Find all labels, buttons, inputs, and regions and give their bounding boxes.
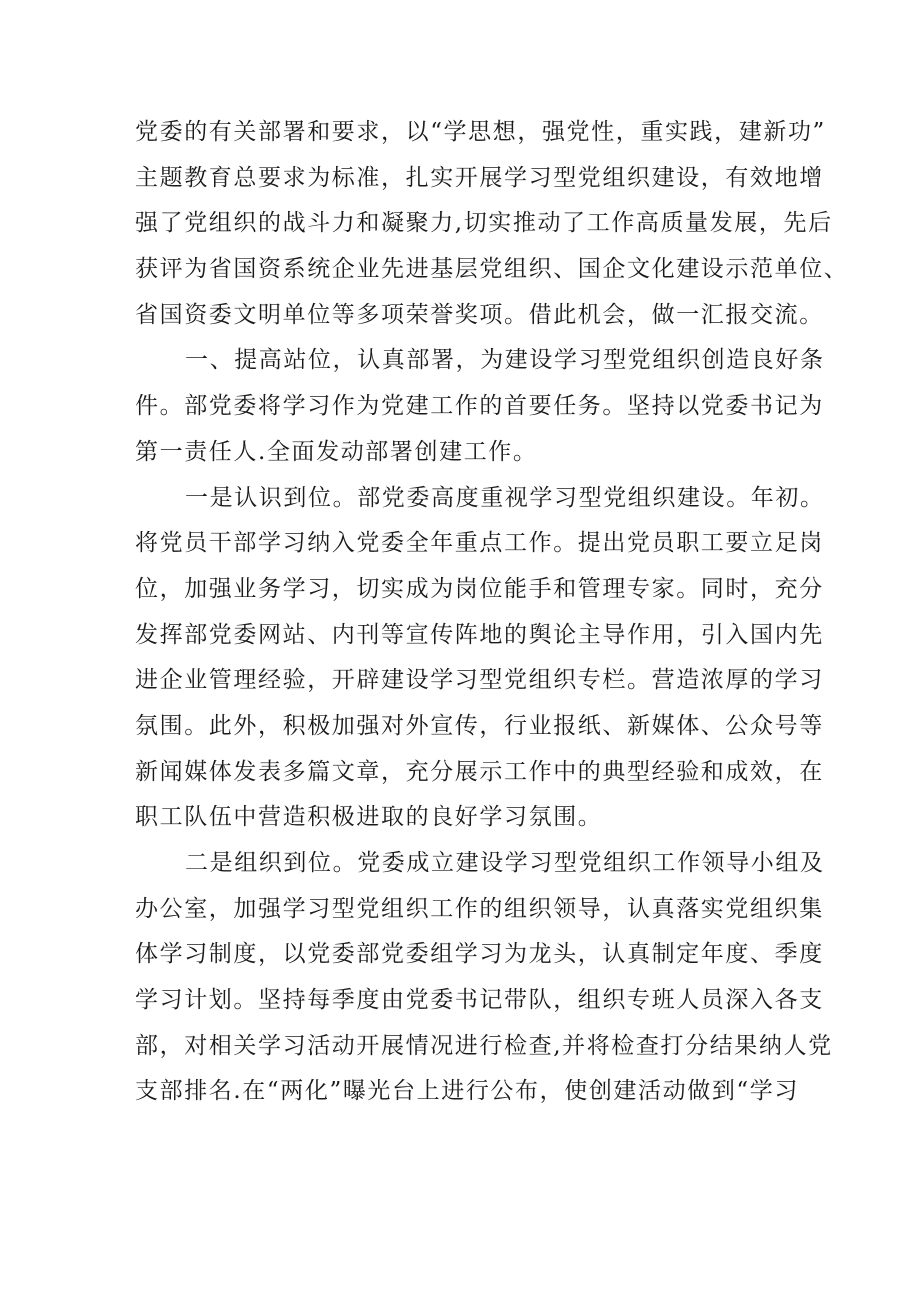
text-line: 氛围。此外，积极加强对外宣传，行业报纸、新媒体、公众号等: [135, 712, 824, 739]
text-line: 发挥部党委网站、内刊等宣传阵地的舆论主导作用，引入国内先: [135, 621, 824, 648]
document-body: [135, 110, 849, 1115]
text-line: 进企业管理经验，开辟建设学习型党组织专栏。营造浓厚的学习: [135, 667, 824, 694]
paragraph-start-line: 二是组织到位。党委成立建设学习型党组织工作领导小组及: [185, 850, 825, 876]
text-line: 办公室，加强学习型党组织工作的组织领导，认真落实党组织集: [135, 895, 824, 922]
text-line: 主题教育总要求为标准，扎实开展学习型党组织建设，有效地增: [135, 164, 824, 191]
text-line: 党委的有关部署和要求，以“学思想，强党性，重实践，建新功”: [135, 119, 826, 145]
text-line: 新闻媒体发表多篇文章，充分展示工作中的典型经验和成效，在: [135, 758, 824, 785]
paragraph-start-line: 一是认识到位。部党委高度重视学习型党组织建设。年初。: [185, 484, 825, 511]
text-line: 体学习制度，以党委部党委组学习为龙头，认真制定年度、季度: [135, 941, 824, 968]
text-line: 获评为省国资系统企业先进基层党组织、国企文化建设示范单位、: [135, 256, 849, 283]
text-line: 省国资委文明单位等多项荣誉奖项。借此机会，做一汇报交流。: [135, 301, 824, 328]
section-heading-line: 一、提高站位，认真部署，为建设学习型党组织创造良好条: [185, 347, 825, 374]
text-line: 件。部党委将学习作为党建工作的首要任务。坚持以党委书记为: [135, 393, 824, 420]
text-line: 强了党组织的战斗力和凝聚力,切实推动了工作高质量发展，先后: [135, 210, 833, 237]
text-line: 位，加强业务学习，切实成为岗位能手和管理专家。同时，充分: [135, 575, 824, 602]
text-line: 将党员干部学习纳入党委全年重点工作。提出党员职工要立足岗: [135, 530, 824, 557]
text-line: 学习计划。坚持每季度由党委书记带队，组织专班人员深入各支: [135, 987, 824, 1014]
text-line: 第一责任人.全面发动部署创建工作。: [135, 438, 538, 465]
text-line: 支部排名.在“两化”曝光台上进行公布，使创建活动做到“学习: [135, 1078, 799, 1105]
text-line: 职工队伍中营造积极进取的良好学习氛围。: [135, 804, 603, 831]
text-line: 部，对相关学习活动开展情况进行检查,并将检查打分结果纳人党: [135, 1032, 833, 1059]
